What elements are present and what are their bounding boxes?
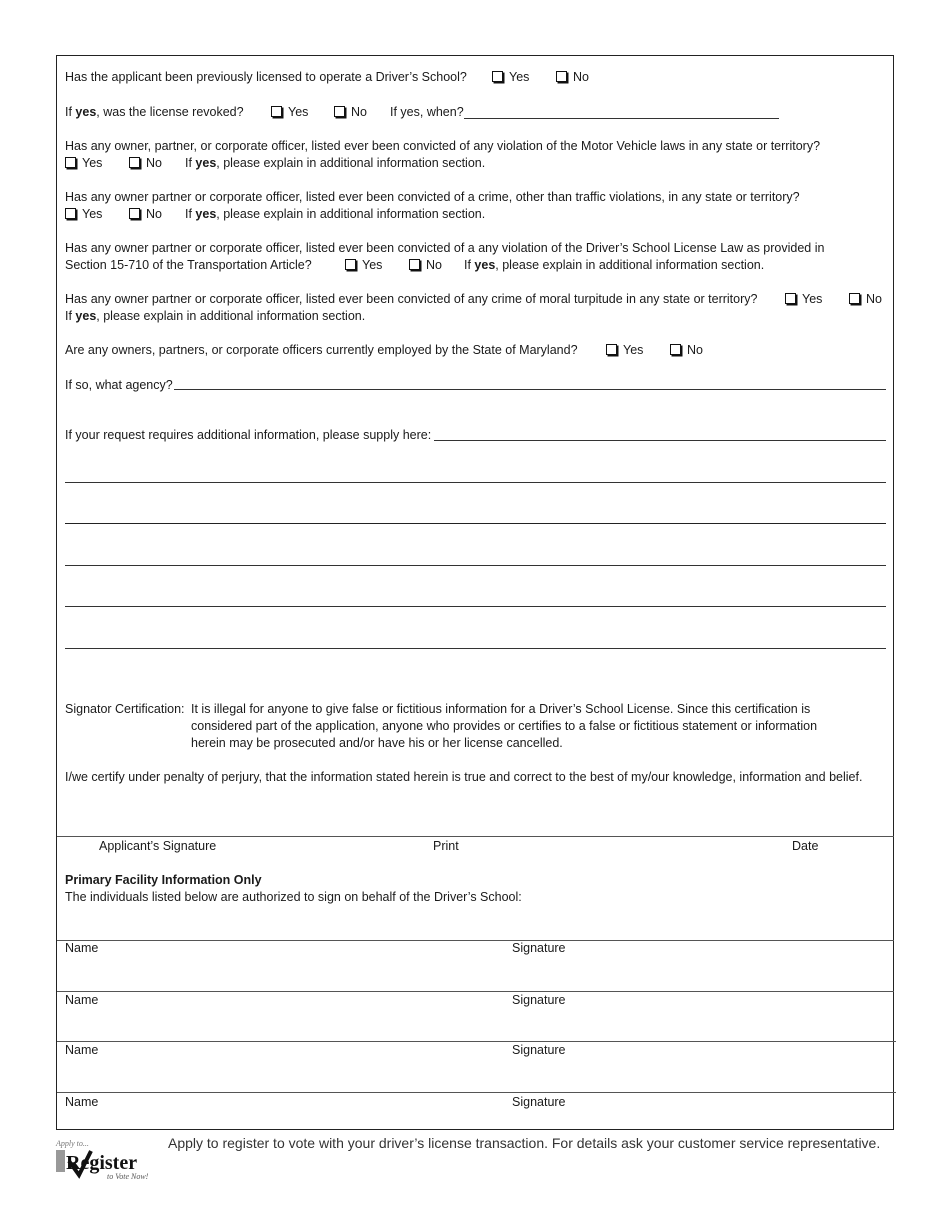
logo-top-text: Apply to... <box>56 1139 89 1148</box>
agency-field[interactable] <box>174 389 886 390</box>
q3-no-checkbox[interactable]: No <box>129 155 162 172</box>
additional-info-line[interactable] <box>65 565 886 566</box>
row-divider <box>57 1041 896 1042</box>
additional-info-line[interactable] <box>65 523 886 524</box>
question-moral-turpitude: Has any owner partner or corporate officer, listed ever been convicted of any crime of moral turpitude in any state or territory? <box>65 292 758 306</box>
authorized-signature-label: Signature <box>512 1043 566 1057</box>
q7-yes-checkbox[interactable]: Yes <box>606 342 643 359</box>
additional-info-line[interactable] <box>65 648 886 649</box>
question-school-law-violation: Has any owner partner or corporate officer, listed ever been convicted of a any violation of the Driver’s School License Law as provided in <box>65 241 825 255</box>
q3-yes-checkbox[interactable]: Yes <box>65 155 102 172</box>
checkbox-icon <box>129 157 140 168</box>
footer-voter-registration-text: Apply to register to vote with your driver’s license transaction. For details ask your customer service representative. <box>168 1135 881 1151</box>
primary-facility-title: Primary Facility Information Only <box>65 873 262 887</box>
checkbox-icon <box>345 259 356 270</box>
agency-label: If so, what agency? <box>65 378 173 392</box>
q5-yes-checkbox[interactable]: Yes <box>345 257 382 274</box>
additional-info-field[interactable] <box>434 440 886 441</box>
checkbox-icon <box>129 208 140 219</box>
question-school-law-violation-line2: Section 15-710 of the Transportation Article? <box>65 258 312 272</box>
authorized-signature-label: Signature <box>512 941 566 955</box>
q4-explain-note: If yes, please explain in additional information section. <box>185 207 486 221</box>
authorized-signature-label: Signature <box>512 1095 566 1109</box>
row-divider <box>57 1092 896 1093</box>
q2-yes-checkbox[interactable]: Yes <box>271 104 308 121</box>
q6-yes-checkbox[interactable]: Yes <box>785 291 822 308</box>
question-previously-licensed: Has the applicant been previously licensed to operate a Driver’s School? <box>65 70 467 84</box>
signature-line[interactable] <box>57 836 894 837</box>
q1-yes-checkbox[interactable]: Yes <box>492 69 529 86</box>
checkbox-icon <box>271 106 282 117</box>
authorized-name-label: Name <box>65 993 99 1007</box>
logo-bar <box>56 1150 65 1172</box>
checkbox-icon <box>670 344 681 355</box>
perjury-statement: I/we certify under penalty of perjury, that the information stated herein is true and correct to the best of my/our knowledge, information and belief. <box>65 770 863 784</box>
certification-text-line3: herein may be prosecuted and/or have his or her license cancelled. <box>191 736 563 750</box>
q3-explain-note: If yes, please explain in additional information section. <box>185 156 486 170</box>
revoked-when-label: If yes, when? <box>390 105 464 119</box>
row-divider <box>57 940 894 941</box>
register-to-vote-logo <box>55 1137 160 1183</box>
checkbox-icon <box>65 157 76 168</box>
question-motor-vehicle-violation: Has any owner, partner, or corporate officer, listed ever been convicted of any violation of the Motor Vehicle laws in any state or territory? <box>65 139 821 153</box>
q1-no-checkbox[interactable]: No <box>556 69 589 86</box>
logo-main-text: Register <box>66 1152 138 1174</box>
primary-facility-subtitle: The individuals listed below are authorized to sign on behalf of the Driver’s School: <box>65 890 522 904</box>
question-state-employment: Are any owners, partners, or corporate officers currently employed by the State of Maryland? <box>65 343 578 357</box>
certification-text-line2: considered part of the application, anyone who provides or certifies to a false or fictitious statement or information <box>191 719 818 733</box>
checkbox-icon <box>492 71 503 82</box>
q6-no-checkbox[interactable]: No <box>849 291 882 308</box>
checkbox-icon <box>606 344 617 355</box>
q7-no-checkbox[interactable]: No <box>670 342 703 359</box>
checkbox-icon <box>556 71 567 82</box>
authorized-name-label: Name <box>65 1043 99 1057</box>
checkbox-icon <box>849 293 860 304</box>
q5-explain-note: If yes, please explain in additional information section. <box>464 258 765 272</box>
print-label: Print <box>433 839 459 853</box>
additional-info-label: If your request requires additional information, please supply here: <box>65 428 432 442</box>
certification-label: Signator Certification: <box>65 702 185 716</box>
checkbox-icon <box>65 208 76 219</box>
q4-yes-checkbox[interactable]: Yes <box>65 206 102 223</box>
authorized-name-label: Name <box>65 941 99 955</box>
checkbox-icon <box>334 106 345 117</box>
date-label: Date <box>792 839 819 853</box>
q2-no-checkbox[interactable]: No <box>334 104 367 121</box>
checkbox-icon <box>409 259 420 270</box>
additional-info-line[interactable] <box>65 606 886 607</box>
question-crime-conviction: Has any owner partner or corporate officer, listed ever been convicted of a crime, other than traffic violations, in any state or territory? <box>65 190 800 204</box>
q4-no-checkbox[interactable]: No <box>129 206 162 223</box>
logo-bottom-text: to Vote Now! <box>107 1172 149 1181</box>
checkbox-icon <box>785 293 796 304</box>
q5-no-checkbox[interactable]: No <box>409 257 442 274</box>
certification-text-line1: It is illegal for anyone to give false or fictitious information for a Driver’s School License. Since this certification is <box>191 702 811 716</box>
question-license-revoked: If yes, was the license revoked? <box>65 105 244 119</box>
row-divider <box>57 991 894 992</box>
additional-info-line[interactable] <box>65 482 886 483</box>
q6-explain-note: If yes, please explain in additional information section. <box>65 309 366 323</box>
revoked-when-field[interactable] <box>464 118 779 119</box>
authorized-signature-label: Signature <box>512 993 566 1007</box>
authorized-name-label: Name <box>65 1095 99 1109</box>
applicant-signature-label: Applicant’s Signature <box>99 839 217 853</box>
